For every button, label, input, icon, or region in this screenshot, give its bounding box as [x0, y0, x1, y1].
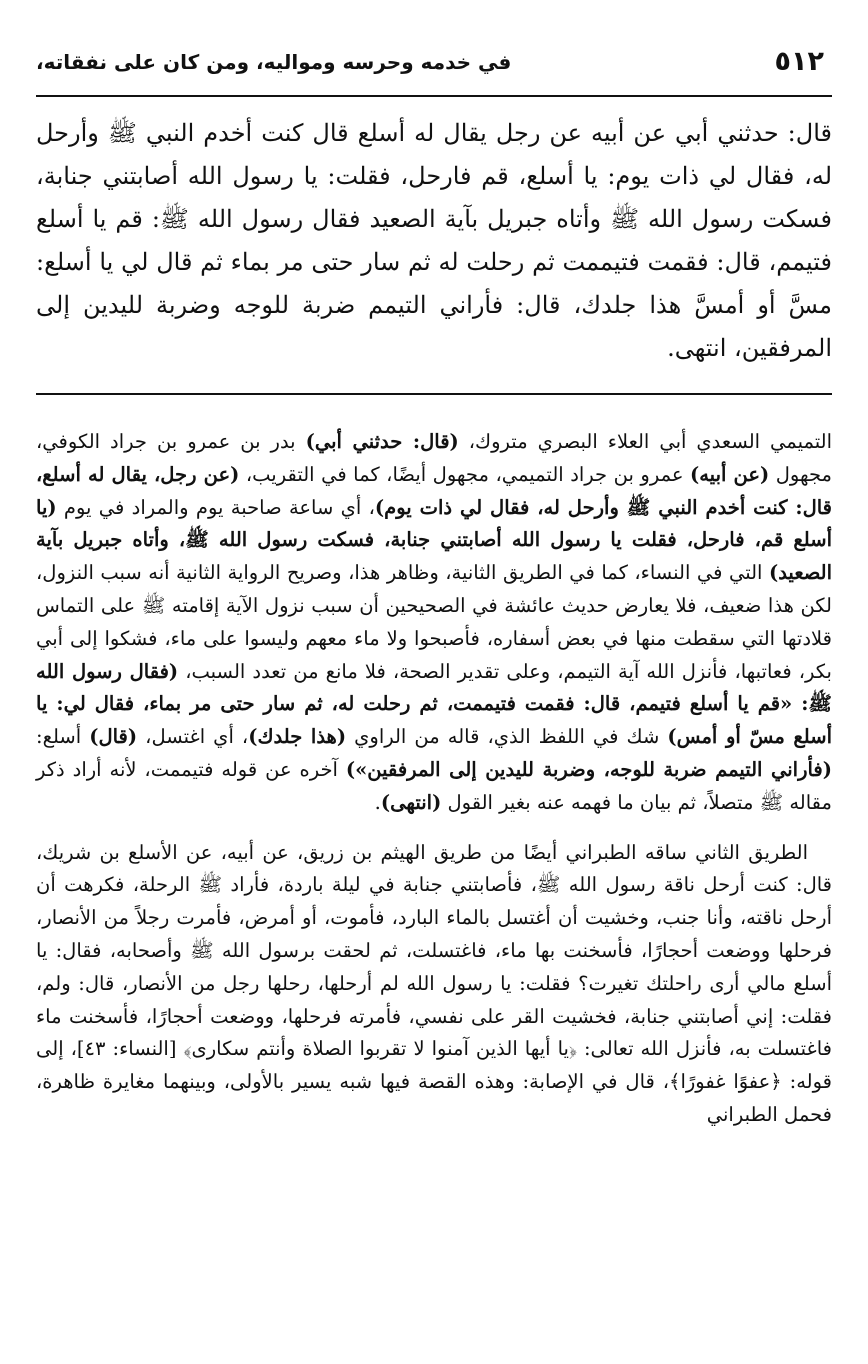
quoted-matn-segment: (فقال رسول الله ﷺ: «قم يا أسلع فتيمم، قال: فقمت فتيممت، ثم رحلت له، ثم سار حتى مر بماء، فقال لي: يا أسلع مسّ أو أمس) — [36, 659, 833, 749]
commentary-segment: ، أي اغتسل، — [137, 725, 249, 749]
commentary-segment: عمرو بن جراد التميمي، مجهول أيضًا، كما في التقريب، — [239, 462, 690, 486]
commentary-block — [36, 426, 832, 1132]
quoted-matn-segment: (فأراني التيمم ضربة للوجه، وضربة لليدين إلى المرفقين») — [345, 757, 832, 781]
quoted-matn-segment: (قال: حدثني أبي) — [305, 430, 459, 453]
commentary-segment: بدر بن عمرو بن جراد الكوفي، مجهول — [36, 430, 832, 486]
commentary-paragraph-2: الطريق الثاني ساقه الطبراني أيضًا من طريق الهيثم بن زريق، عن أبيه، عن الأسلع بن شريك، قال: كنت أرحل ناقة رسول الله ﷺ، فأصابتني جنابة في ليلة باردة، فأراد ﷺ الرحلة، فكرهت أن أرحل ناقته، وأنا جنب، وخشيت أن أغتسل بالماء البارد، فأموت، أو أمرض، فأمرت رجلاً من الأنصار، فرحلها ووضعت أحجارًا، فأسخنت بها ماء، فاغتسلت، ثم لحقت برسول الله ﷺ وأصحابه، فقال: يا أسلع مالي أرى راحلتك تغيرت؟ فقلت: يا رسول الله لم أرحلها، رحلها رجل من الأنصار، قال: ولم، فقلت: إني أصابتني جنابة، فخشيت القر على نفسي، فأمرته فرحلها، ووضعت أحجارًا، فأسخنت ماء فاغتسلت به، فأنزل الله تعالى: ﴿يا أيها الذين آمنوا لا تقربوا الصلاة وأنتم سكارى﴾ [النساء: ٤٣]، إلى قوله: ﴿عفوًا غفورًا﴾، قال في الإصابة: وهذه القصة فيها شبه يسير بالأولى، وبينهما مغايرة ظاهرة، فحمل الطبراني — [36, 840, 833, 1126]
commentary-segment: التي في النساء، كما في الطريق الثانية، وظاهر هذا، وصريح الرواية الثانية أنه سبب النزول، لكن هذا ضعيف، فلا يعارض حديث عائشة في الصحيحين أن سبب نزول الآية إقامته ﷺ على التماس قلادتها التي سقطت منها في بعض أسفاره، فأصبحوا ولا ماء معهم وليسوا على ماء، فشكوا إلى أبي بكر، فعاتبها، فأنزل الله آية التيمم، وعلى تقدير الصحة، فلا مانع من تعدد السبب، — [36, 561, 832, 683]
commentary-paragraph-1 — [36, 426, 832, 820]
commentary-divider — [36, 393, 832, 395]
commentary-segment: شك في اللفظ الذي، قاله من الراوي — [346, 725, 668, 749]
commentary-segment: ، أي ساعة صاحبة يوم والمراد في يوم — [56, 495, 375, 519]
commentary-segment: . — [374, 790, 381, 814]
quoted-matn-segment: (هذا جلدك) — [248, 725, 347, 749]
commentary-segment: التميمي السعدي أبي العلاء البصري متروك، — [458, 430, 832, 453]
quoted-matn-segment: (عن رجل، يقال له أسلع، قال: كنت أخدم النبي ﷺ وأرحل له، فقال لي ذات يوم) — [36, 462, 833, 519]
page-number: ٥١٢ — [774, 46, 824, 77]
hadith-text-block: قال: حدثني أبي عن أبيه عن رجل يقال له أسلع قال كنت أخدم النبي ﷺ وأرحل له، فقال لي ذات يوم: يا أسلع، قم فارحل، فقلت: يا رسول الله أصابتني جنابة، فسكت رسول الله ﷺ وأتاه جبريل بآية الصعيد فقال رسول الله ﷺ: قم يا أسلع فتيمم، قال: فقمت فتيممت ثم رحلت له ثم سار حتى مر بماء ثم قال لي يا أسلع: مسَّ أو أمسَّ هذا جلدك، قال: فأراني التيمم ضربة للوجه وضربة لليدين إلى المرفقين، انتهى. — [36, 119, 833, 362]
commentary-segment: أسلع: — [36, 725, 90, 749]
quoted-matn-segment: (عن أبيه) — [690, 462, 770, 486]
quoted-matn-segment: (انتهى) — [380, 790, 442, 814]
quoted-matn-segment: (يا أسلع قم، فارحل، فقلت يا رسول الله أصابتني جنابة، فسكت رسول الله ﷺ، وأتاه جبريل بآية الصعيد) — [36, 495, 832, 585]
commentary-segment: آخره عن قوله فتيممت، لأنه أراد ذكر مقاله ﷺ متصلاً، ثم بيان ما فهمه عنه بغير القول — [36, 757, 832, 814]
running-title: في خدمه وحرسه ومواليه، ومن كان على نفقاته، — [36, 50, 512, 74]
header-divider — [36, 95, 832, 97]
quoted-matn-segment: (قال) — [89, 725, 138, 749]
page-header — [36, 44, 832, 84]
